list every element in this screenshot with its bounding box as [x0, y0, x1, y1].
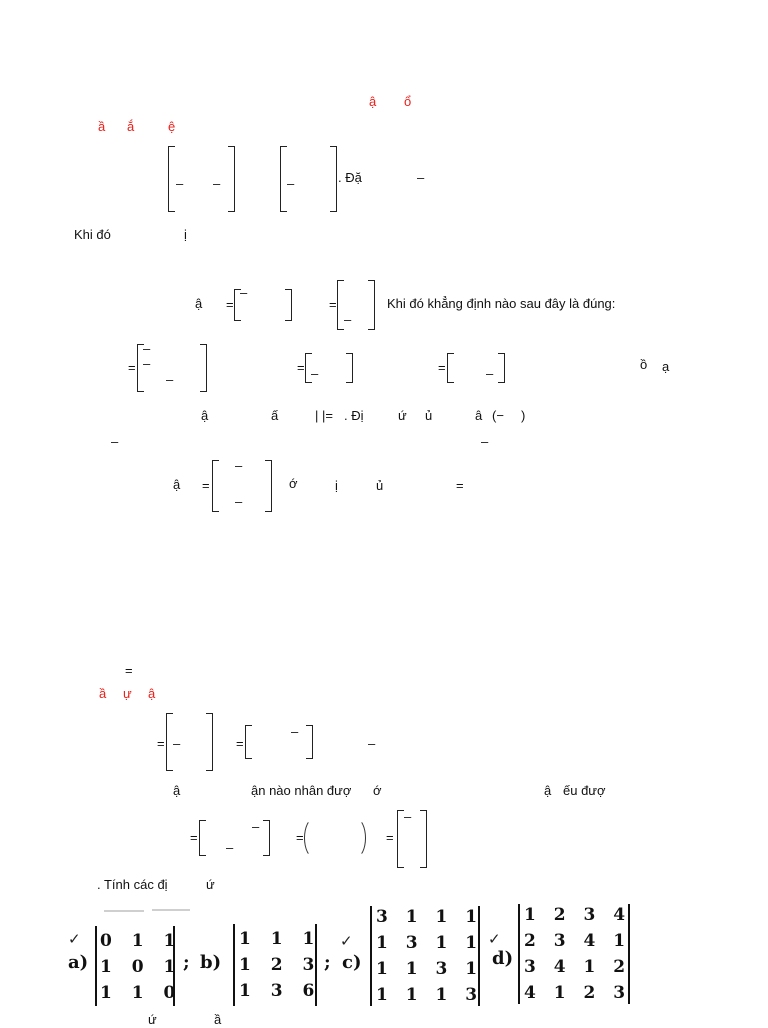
- check-mark-icon: ✓: [488, 931, 501, 948]
- equals-sign: =: [329, 297, 337, 312]
- det-row: 1 0 1: [100, 957, 176, 977]
- exercise-title: . Tính các đị: [97, 877, 168, 892]
- matrix-entry: –: [404, 809, 412, 824]
- question-text: Khi đó khẳng định nào sau đây là đúng:: [387, 296, 616, 311]
- det-bar-right: [315, 924, 317, 1006]
- det-row: 1 1 3 1: [376, 959, 478, 979]
- check-mark-icon: ✓: [68, 931, 81, 948]
- det-bar-left: [518, 904, 520, 1004]
- text-fragment: ủ: [425, 408, 433, 423]
- det-row: 1 2 3 4: [524, 905, 626, 925]
- det-label-d: d): [492, 948, 514, 969]
- text-fragment: ứ: [206, 877, 215, 892]
- matrix-right-bracket: [200, 344, 207, 392]
- text-fragment: ứ: [148, 1012, 157, 1027]
- text-fragment: . Đặ: [338, 170, 362, 185]
- scan-smudge: [152, 909, 190, 911]
- text-fragment: | |=: [315, 408, 333, 423]
- matrix-entry: –: [240, 285, 248, 300]
- matrix-right-bracket: [206, 713, 213, 771]
- section-fragment: ệ: [168, 119, 176, 134]
- equals-sign: =: [128, 360, 136, 375]
- matrix-entry: –: [226, 840, 234, 855]
- matrix-entry: –: [143, 341, 151, 356]
- det-row: 1 1 0: [100, 983, 176, 1003]
- text-fragment: ận nào nhân đượ: [251, 783, 352, 798]
- text-fragment: ị: [184, 227, 187, 242]
- det-row: 3 4 1 2: [524, 957, 626, 977]
- det-bar-right: [478, 906, 480, 1006]
- equals-sign: =: [386, 830, 394, 845]
- matrix-left-bracket: [168, 146, 175, 212]
- text-fragment: ị: [335, 478, 338, 493]
- det-row: 3 1 1 1: [376, 907, 478, 927]
- text-fragment: ủ: [376, 478, 384, 493]
- section-fragment: ầ: [99, 686, 107, 701]
- matrix-right-bracket: [368, 280, 375, 330]
- text-fragment: –: [368, 736, 376, 751]
- matrix-left-bracket: [397, 810, 404, 868]
- det-bar-left: [233, 924, 235, 1006]
- matrix-entry: –: [143, 356, 151, 371]
- text-fragment: ậ: [201, 408, 209, 423]
- matrix-entry: –: [291, 724, 299, 739]
- matrix-entry: –: [344, 312, 352, 327]
- matrix-entry: –: [287, 176, 295, 191]
- text-fragment: ậ: [195, 296, 203, 311]
- det-row: 1 3 1 1: [376, 933, 478, 953]
- det-row: 1 3 6: [239, 981, 315, 1001]
- equals-sign: =: [438, 360, 446, 375]
- matrix-right-bracket: [498, 353, 505, 383]
- matrix-entry: –: [252, 819, 260, 834]
- matrix-right-bracket: [228, 146, 235, 212]
- text-fragment: â: [475, 408, 483, 423]
- det-row: 4 1 2 3: [524, 983, 626, 1003]
- det-row: 0 1 1: [100, 931, 176, 951]
- text-fragment: –: [417, 170, 425, 185]
- section-fragment: ự: [123, 686, 132, 701]
- text-fragment: ầ: [214, 1012, 222, 1027]
- equals-sign: =: [125, 663, 133, 678]
- matrix-entry: –: [173, 736, 181, 751]
- det-bar-left: [95, 926, 97, 1006]
- matrix-right-bracket: [330, 146, 337, 212]
- equals-sign: =: [190, 830, 198, 845]
- text-fragment: ): [521, 408, 526, 423]
- matrix-left-bracket: [280, 146, 287, 212]
- det-bar-left: [370, 906, 372, 1006]
- determinant-d: [524, 902, 625, 1006]
- determinant-a: [100, 928, 175, 1006]
- matrix-right-bracket: [346, 353, 353, 383]
- equals-sign: =: [456, 478, 464, 493]
- equals-sign: =: [202, 478, 210, 493]
- det-row: 1 1 1 3: [376, 985, 478, 1005]
- equals-sign: =: [236, 736, 244, 751]
- text-fragment: –: [111, 434, 119, 449]
- matrix-entry: –: [235, 494, 243, 509]
- heading-fragment: ậ: [369, 94, 377, 109]
- text-fragment: (−: [492, 408, 504, 423]
- matrix-left-bracket: [245, 725, 252, 759]
- equals-sign: =: [226, 297, 234, 312]
- text-fragment: ậ: [173, 477, 181, 492]
- separator: ;: [324, 952, 331, 973]
- matrix-right-paren: [346, 818, 366, 858]
- det-label-c: c): [342, 952, 362, 973]
- matrix-right-bracket: [285, 289, 292, 321]
- det-label-a: a): [68, 952, 89, 973]
- equals-sign: =: [297, 360, 305, 375]
- text-fragment: ạ: [662, 359, 670, 374]
- section-fragment: ầ: [98, 119, 106, 134]
- matrix-entry: –: [486, 366, 494, 381]
- det-bar-right: [628, 904, 630, 1004]
- matrix-left-bracket: [166, 713, 173, 771]
- text-fragment: ồ: [640, 357, 648, 372]
- matrix-right-bracket: [420, 810, 427, 868]
- matrix-entry: –: [176, 176, 184, 191]
- equals-sign: =: [157, 736, 165, 751]
- equals-sign: =: [296, 830, 304, 845]
- determinant-c: [376, 904, 477, 1008]
- matrix-left-bracket: [447, 353, 454, 383]
- matrix-right-bracket: [265, 460, 272, 512]
- section-fragment: ậ: [148, 686, 156, 701]
- det-row: 1 1 1: [239, 929, 315, 949]
- matrix-left-paren: [304, 818, 324, 858]
- scan-smudge: [104, 910, 144, 912]
- det-row: 2 3 4 1: [524, 931, 626, 951]
- matrix-right-bracket: [263, 820, 270, 856]
- separator: ;: [183, 952, 190, 973]
- matrix-right-bracket: [306, 725, 313, 759]
- text-fragment: ớ: [373, 783, 382, 798]
- matrix-entry: –: [235, 458, 243, 473]
- det-row: 1 2 3: [239, 955, 315, 975]
- matrix-left-bracket: [199, 820, 206, 856]
- det-bar-right: [173, 926, 175, 1006]
- text-fragment: Khi đó: [74, 227, 111, 242]
- text-fragment: –: [481, 434, 489, 449]
- heading-fragment: ổ: [404, 94, 412, 109]
- text-fragment: ứ: [398, 408, 407, 423]
- det-label-b: b): [200, 952, 222, 973]
- matrix-left-bracket: [212, 460, 219, 512]
- determinant-b: [239, 926, 314, 1004]
- text-fragment: ớ: [289, 476, 298, 491]
- text-fragment: ậ: [173, 783, 181, 798]
- text-fragment: . Đị: [344, 408, 364, 423]
- matrix-entry: –: [166, 372, 174, 387]
- section-fragment: ắ: [127, 119, 135, 134]
- text-fragment: ấ: [271, 408, 279, 423]
- check-mark-icon: ✓: [340, 933, 353, 950]
- text-fragment: ếu đượ: [563, 783, 606, 798]
- matrix-left-bracket: [337, 280, 344, 330]
- text-fragment: ậ: [544, 783, 552, 798]
- matrix-entry: –: [311, 366, 319, 381]
- matrix-entry: –: [213, 176, 221, 191]
